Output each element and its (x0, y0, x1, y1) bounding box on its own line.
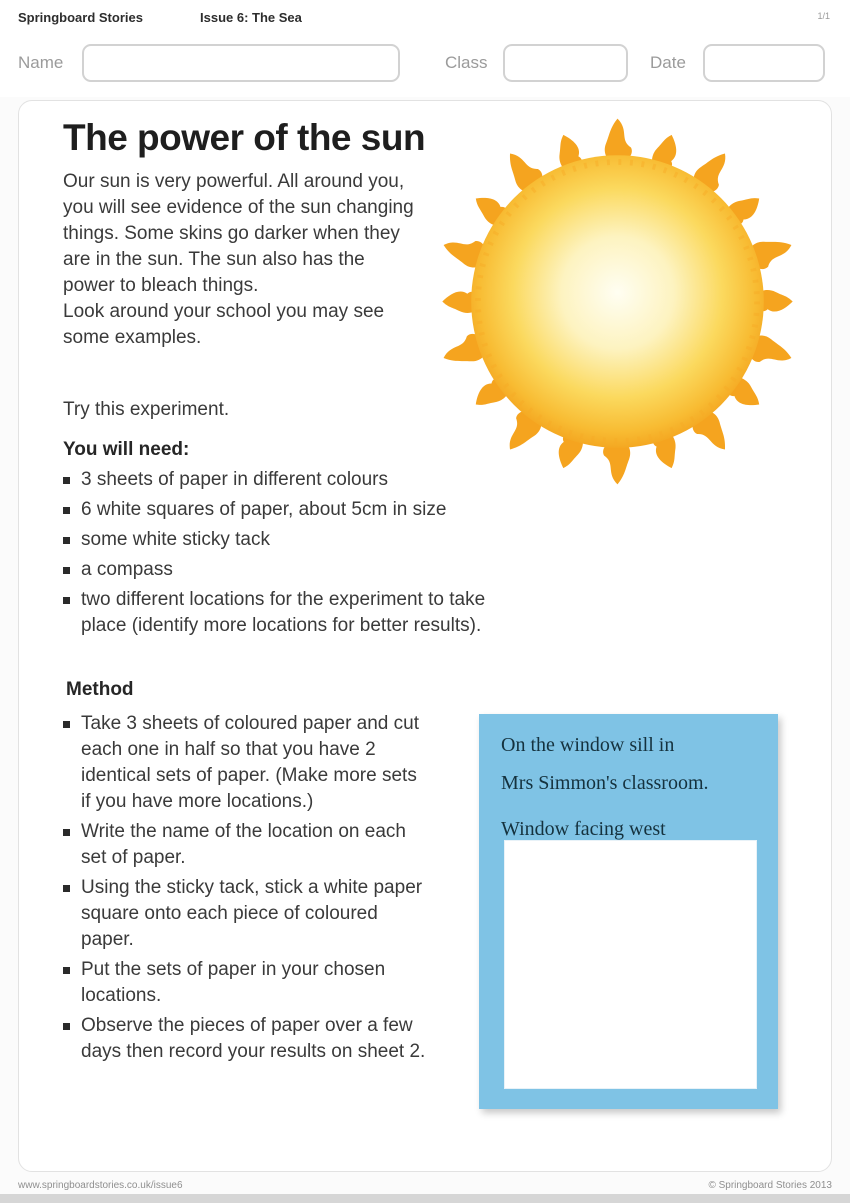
note-text (501, 726, 759, 848)
need-list (63, 467, 525, 643)
list-item (63, 957, 429, 1009)
brand-text: Springboard Stories (18, 10, 143, 25)
page-indicator: 1/1 (817, 11, 830, 21)
masthead (0, 0, 850, 97)
bullet-icon (63, 829, 70, 836)
list-item-text: Using the sticky tack, stick a white paper square onto each piece of coloured paper. (81, 877, 423, 950)
bullet-icon (63, 885, 70, 892)
note-line: Mrs Simmon's classroom. (501, 772, 709, 794)
answer-area (504, 840, 757, 1089)
bullet-icon (63, 721, 70, 728)
list-item (63, 819, 429, 871)
list-item (63, 1013, 429, 1065)
footer-url: www.springboardstories.co.uk/issue6 (18, 1180, 183, 1191)
you-will-need-heading: You will need: (63, 439, 190, 460)
name-input[interactable] (82, 44, 400, 82)
date-label: Date (650, 53, 686, 72)
name-label: Name (18, 53, 64, 72)
bottom-bar (0, 1194, 850, 1203)
bullet-icon (63, 507, 70, 514)
list-item-text: Observe the pieces of paper over a few days then record your results on sheet 2. (81, 1015, 426, 1062)
list-item (63, 557, 525, 583)
list-item-text: Write the name of the location on each set of paper. (81, 821, 406, 868)
list-item (63, 497, 525, 523)
list-item (63, 711, 429, 815)
intro-paragraph-1: Our sun is very powerful. All around you, you will see evidence of the sun changing things. Some skins go darker when they are in the sun. The sun also has the power to bleach things. (63, 171, 414, 296)
note-box (479, 714, 778, 1109)
bullet-icon (63, 1023, 70, 1030)
list-item-text: Take 3 sheets of coloured paper and cut each one in half so that you have 2 identical sets of paper. (Make more sets if you have more locations.) (81, 713, 420, 812)
issue-text: Issue 6: The Sea (200, 10, 302, 25)
list-item-text: 3 sheets of paper in different colours (81, 469, 389, 490)
list-item-text: some white sticky tack (81, 529, 270, 550)
list-item (63, 467, 525, 493)
list-item (63, 875, 429, 953)
method-heading: Method (66, 679, 134, 700)
class-input[interactable] (503, 44, 628, 82)
method-list (63, 711, 429, 1069)
list-item (63, 587, 525, 639)
intro-paragraph (63, 169, 421, 351)
sun-icon (425, 109, 810, 494)
intro-paragraph-2: Look around your school you may see some examples. (63, 301, 385, 348)
page-title: The power of the sun (63, 117, 426, 158)
bullet-icon (63, 597, 70, 604)
note-line: On the window sill in (501, 734, 675, 756)
list-item-text: Put the sets of paper in your chosen locations. (81, 959, 386, 1006)
list-item-text: two different locations for the experiment to take place (identify more locations for better results). (81, 589, 486, 636)
class-label: Class (445, 53, 488, 72)
list-item (63, 527, 525, 553)
worksheet-card (18, 100, 832, 1172)
note-line: Window facing west (501, 818, 666, 840)
try-line: Try this experiment. (63, 399, 230, 420)
bullet-icon (63, 477, 70, 484)
bullet-icon (63, 537, 70, 544)
date-input[interactable] (703, 44, 825, 82)
footer-copyright: © Springboard Stories 2013 (708, 1180, 832, 1191)
list-item-text: 6 white squares of paper, about 5cm in size (81, 499, 447, 520)
bullet-icon (63, 967, 70, 974)
list-item-text: a compass (81, 559, 173, 580)
bullet-icon (63, 567, 70, 574)
